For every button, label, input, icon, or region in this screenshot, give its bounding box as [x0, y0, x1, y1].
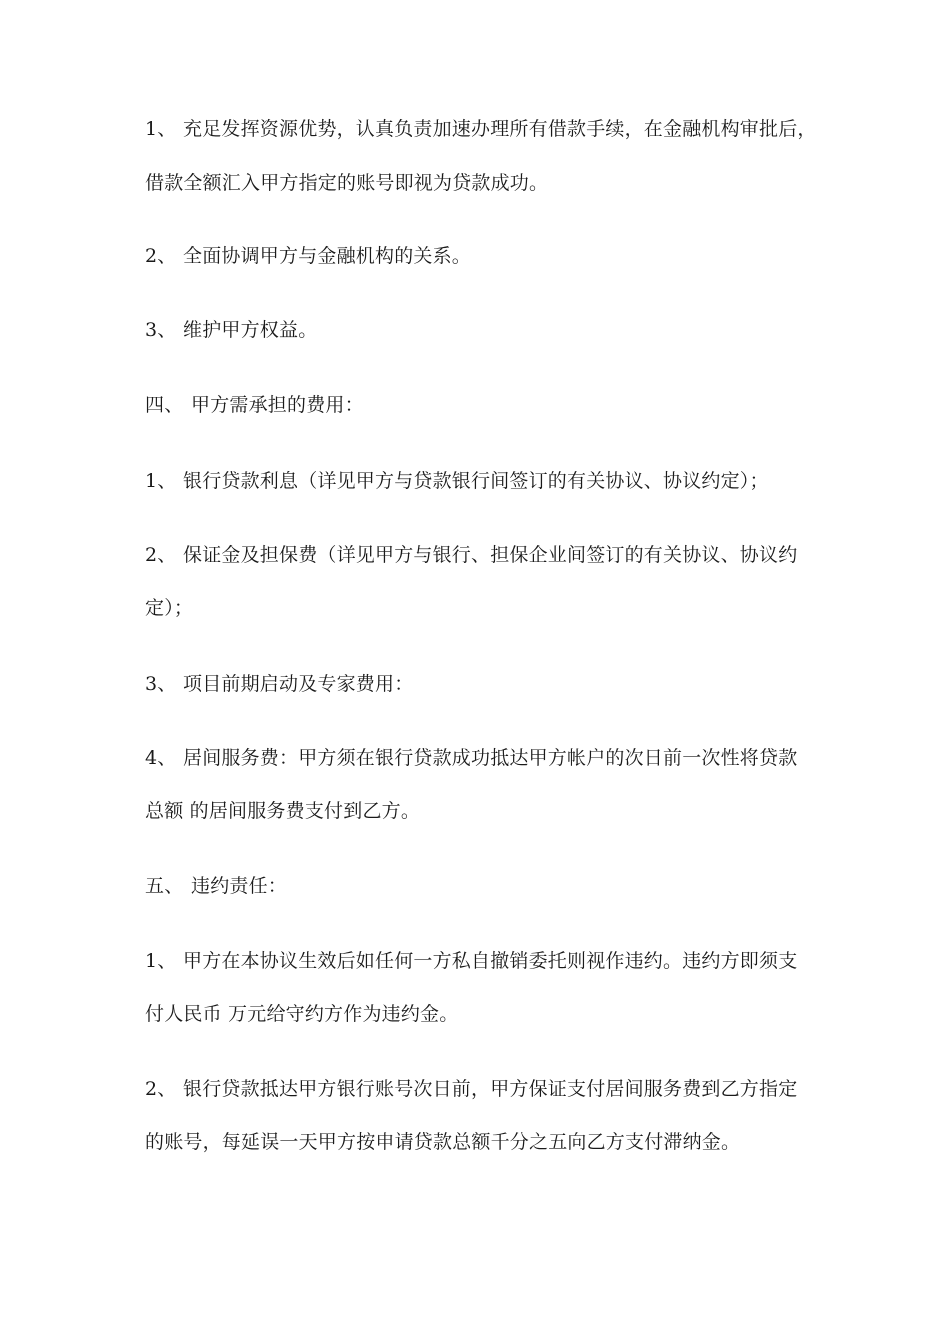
clause-continuation-line — [145, 1002, 458, 1026]
clause-text: 居间服务费：甲方须在银行贷款成功抵达甲方帐户的次日前一次性将贷款 — [183, 747, 798, 769]
clause-text: 定）； — [145, 597, 194, 619]
clause-line — [145, 117, 817, 141]
clause-text: 总额 的居间服务费支付到乙方。 — [145, 800, 421, 822]
clause-line — [145, 1077, 797, 1101]
clause-number: 2、 — [145, 1078, 177, 1100]
clause-continuation-line — [145, 799, 420, 823]
clause-text: 借款全额汇入甲方指定的账号即视为贷款成功。 — [145, 172, 549, 194]
clause-number: 4、 — [145, 747, 177, 769]
clause-continuation-line — [145, 1130, 740, 1154]
clause-text: 银行贷款抵达甲方银行账号次日前，甲方保证支付居间服务费到乙方指定 — [183, 1078, 798, 1100]
section-heading — [145, 874, 287, 898]
clause-continuation-line — [145, 171, 548, 195]
clause-text: 项目前期启动及专家费用： — [183, 673, 414, 695]
clause-text: 甲方在本协议生效后如任何一方私自撤销委托则视作违约。违约方即须支 — [183, 950, 798, 972]
clause-line — [145, 543, 797, 567]
clause-number: 3、 — [145, 319, 177, 341]
clause-line — [145, 949, 797, 973]
clause-line — [145, 469, 769, 493]
clause-text: 维护甲方权益。 — [183, 319, 318, 341]
section-title: 违约责任： — [191, 875, 288, 897]
section-heading — [145, 393, 364, 417]
clause-text: 充足发挥资源优势，认真负责加速办理所有借款手续，在金融机构审批后， — [183, 118, 817, 140]
clause-number: 2、 — [145, 544, 177, 566]
clause-number: 1、 — [145, 470, 177, 492]
clause-line — [145, 318, 317, 342]
clause-text: 保证金及担保费（详见甲方与银行、担保企业间签订的有关协议、协议约 — [183, 544, 798, 566]
clause-number: 1、 — [145, 950, 177, 972]
clause-text: 全面协调甲方与金融机构的关系。 — [183, 245, 472, 267]
clause-text: 银行贷款利息（详见甲方与贷款银行间签订的有关协议、协议约定）； — [183, 470, 769, 492]
section-number: 五、 — [145, 875, 184, 897]
clause-text: 的账号，每延误一天甲方按申请贷款总额千分之五向乙方支付滞纳金。 — [145, 1131, 741, 1153]
clause-line — [145, 244, 471, 268]
clause-continuation-line — [145, 596, 193, 620]
clause-number: 2、 — [145, 245, 177, 267]
clause-line — [145, 746, 797, 770]
section-title: 甲方需承担的费用： — [191, 394, 364, 416]
section-number: 四、 — [145, 394, 184, 416]
clause-number: 1、 — [145, 118, 177, 140]
clause-text: 付人民币 万元给守约方作为违约金。 — [145, 1003, 459, 1025]
clause-line — [145, 672, 413, 696]
clause-number: 3、 — [145, 673, 177, 695]
